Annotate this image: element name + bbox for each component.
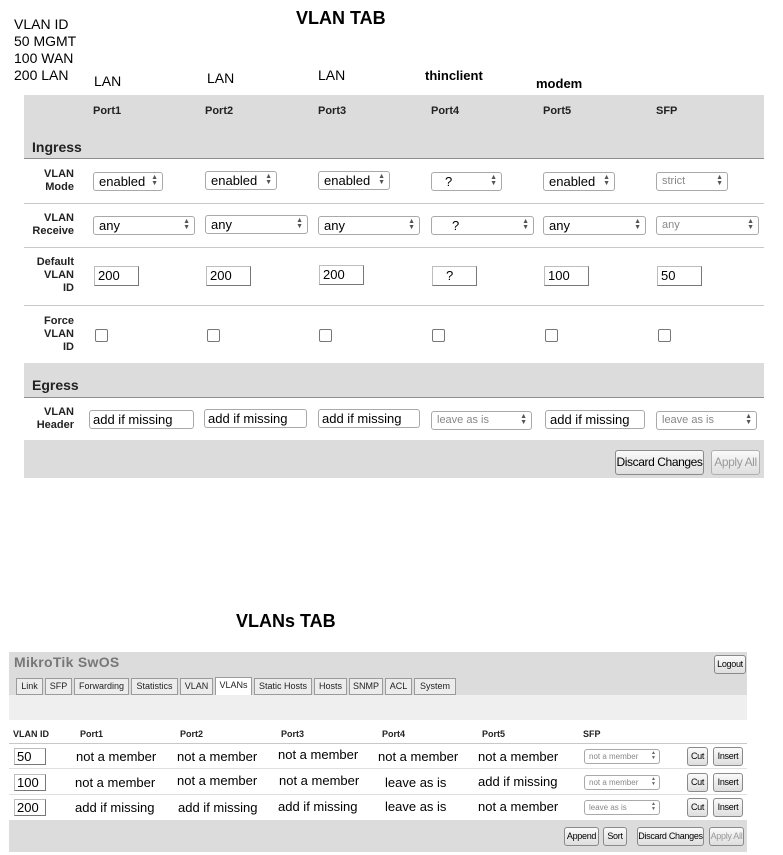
- label-line: ID: [63, 341, 74, 353]
- spinner-arrows-icon: ▲ ▼: [522, 218, 529, 231]
- logout-button[interactable]: Logout: [714, 655, 746, 674]
- select-value: any: [99, 218, 120, 233]
- swos-logo: MikroTik SwOS: [14, 654, 120, 670]
- tab-hosts[interactable]: Hosts: [314, 678, 347, 695]
- label-line: VLAN: [44, 328, 74, 340]
- spinner-arrows-icon: ▲ ▼: [408, 218, 415, 231]
- row-divider: [9, 768, 747, 769]
- sfp-membership-select[interactable]: [584, 775, 660, 790]
- force-vlan-id-checkbox-sfp[interactable]: [658, 329, 671, 342]
- select-value: any: [549, 218, 570, 233]
- port-membership-select[interactable]: add if missing: [478, 774, 558, 789]
- vlan-id-input[interactable]: 200: [14, 799, 46, 816]
- tab-snmp[interactable]: SNMP: [349, 678, 383, 695]
- vlan-mode-select-port3[interactable]: [318, 171, 390, 190]
- label-line: Force: [44, 315, 74, 327]
- tab-sfp[interactable]: SFP: [45, 678, 72, 695]
- vlan-receive-select-sfp[interactable]: [656, 216, 759, 235]
- tab-forwarding[interactable]: Forwarding: [74, 678, 129, 695]
- port-membership-select[interactable]: not a member: [177, 773, 258, 788]
- select-value: any: [211, 217, 232, 232]
- row-divider: [24, 305, 764, 306]
- select-value: leave as is: [589, 803, 627, 812]
- vlan-receive-select-port4[interactable]: [431, 216, 534, 235]
- default-vlan-id-input-port4[interactable]: ?: [432, 266, 477, 286]
- port-membership-select[interactable]: not a member: [76, 749, 157, 764]
- vlan-mode-label: [30, 168, 74, 194]
- spinner-arrows-icon: ▲ ▼: [265, 173, 272, 186]
- select-value: enabled: [324, 173, 371, 188]
- label-line: VLAN: [44, 212, 74, 224]
- apply-all-button[interactable]: Apply All: [709, 827, 744, 846]
- spinner-arrows-icon: ▲ ▼: [490, 174, 497, 187]
- spinner-arrows-icon: ▲ ▼: [747, 218, 754, 231]
- select-value: add if missing: [93, 412, 173, 427]
- tab-system[interactable]: System: [414, 678, 456, 695]
- spinner-arrows-icon: ▲ ▼: [603, 174, 610, 187]
- select-value: enabled: [211, 173, 258, 188]
- select-value: enabled: [99, 174, 146, 189]
- spinner-arrows-icon: ▲ ▼: [745, 413, 752, 426]
- vlans-header-port1: Port1: [80, 729, 104, 739]
- port4-name: thinclient: [425, 68, 483, 83]
- spinner-arrows-icon: ▲ ▼: [151, 174, 158, 187]
- port-membership-select[interactable]: add if missing: [75, 800, 155, 815]
- cut-button[interactable]: Cut: [687, 773, 708, 792]
- vlan-id-input[interactable]: 100: [14, 774, 46, 791]
- select-value: leave as is: [662, 414, 714, 426]
- port3-name: LAN: [318, 67, 346, 83]
- port-membership-select[interactable]: not a member: [478, 749, 559, 764]
- spinner-arrows-icon: ▲ ▼: [183, 218, 190, 231]
- default-vlan-id-input-port5[interactable]: 100: [544, 266, 589, 286]
- legend-line: 100 WAN: [14, 50, 74, 66]
- port-membership-select[interactable]: not a member: [478, 799, 559, 814]
- row-divider: [24, 203, 764, 204]
- port-membership-select[interactable]: not a member: [278, 747, 359, 762]
- select-value: add if missing: [322, 411, 402, 426]
- ingress-section-title: Ingress: [32, 139, 82, 155]
- tab-content-bar: [9, 695, 747, 720]
- sfp-membership-select[interactable]: [584, 749, 660, 764]
- vlan-header-select-port3[interactable]: [318, 409, 420, 428]
- sort-button[interactable]: Sort: [603, 827, 627, 846]
- discard-changes-button[interactable]: Discard Changes: [637, 827, 704, 846]
- header-port1: Port1: [93, 105, 122, 117]
- force-vlan-id-checkbox-port1[interactable]: [95, 329, 108, 342]
- header-port3: Port3: [318, 105, 347, 117]
- select-value: any: [324, 218, 345, 233]
- label-line: Header: [36, 419, 74, 431]
- force-vlan-id-checkbox-port5[interactable]: [545, 329, 558, 342]
- vlan-receive-label: [30, 212, 74, 238]
- spinner-arrows-icon: ▲ ▼: [520, 413, 527, 426]
- port2-name: LAN: [207, 70, 235, 86]
- spinner-arrows-icon: ▲ ▼: [296, 217, 303, 230]
- vlan-mode-select-port5[interactable]: [543, 172, 615, 191]
- spinner-arrows-icon: ▲ ▼: [716, 174, 723, 187]
- insert-button[interactable]: Insert: [713, 798, 743, 817]
- default-vlan-id-input-sfp[interactable]: 50: [657, 266, 702, 286]
- spinner-arrows-icon: ▲ ▼: [651, 801, 656, 812]
- vlan-mode-select-port1[interactable]: [93, 172, 163, 191]
- vlan-mode-select-port4[interactable]: [431, 172, 502, 191]
- tab-static-hosts[interactable]: Static Hosts: [254, 678, 312, 695]
- select-value: add if missing: [208, 411, 288, 426]
- vlan-header-select-port5[interactable]: [545, 410, 645, 429]
- legend-line: 50 MGMT: [14, 33, 77, 49]
- select-value: not a member: [589, 778, 639, 787]
- port-membership-select[interactable]: leave as is: [385, 799, 447, 814]
- vlan-header-label: [30, 406, 74, 432]
- spinner-arrows-icon: ▲ ▼: [634, 218, 641, 231]
- tab-acl[interactable]: ACL: [385, 678, 412, 695]
- force-vlan-id-label: [30, 315, 74, 354]
- cut-button[interactable]: Cut: [687, 798, 708, 817]
- spinner-arrows-icon: ▲ ▼: [651, 750, 656, 761]
- sfp-membership-select[interactable]: [584, 800, 660, 815]
- apply-all-button[interactable]: Apply All: [711, 450, 760, 475]
- vlan-mode-select-sfp[interactable]: [656, 172, 728, 191]
- insert-button[interactable]: Insert: [713, 773, 743, 792]
- header-port5: Port5: [543, 105, 572, 117]
- header-port2: Port2: [205, 105, 234, 117]
- force-vlan-id-checkbox-port4[interactable]: [432, 329, 445, 342]
- cut-button[interactable]: Cut: [687, 747, 708, 766]
- tab-vlan[interactable]: VLAN: [180, 678, 213, 695]
- force-vlan-id-checkbox-port3[interactable]: [319, 329, 332, 342]
- vlan-header-select-port4[interactable]: [431, 411, 532, 430]
- vlan-receive-select-port1[interactable]: [93, 216, 195, 235]
- label-line: Receive: [32, 225, 74, 237]
- default-vlan-id-input-port2[interactable]: 200: [206, 266, 251, 286]
- vlans-header-sfp: SFP: [583, 729, 601, 739]
- port-membership-select[interactable]: add if missing: [278, 799, 358, 814]
- select-value: add if missing: [550, 412, 630, 427]
- port-membership-select[interactable]: not a member: [279, 773, 360, 788]
- legend-line: VLAN ID: [14, 16, 69, 32]
- label-line: ID: [63, 282, 74, 294]
- vlan-id-input[interactable]: 50: [14, 748, 46, 765]
- vlans-tab-title: VLANs TAB: [236, 611, 336, 631]
- select-value: strict: [662, 175, 686, 187]
- vlan-receive-select-port5[interactable]: [543, 216, 646, 235]
- default-vlan-id-input-port1[interactable]: 200: [94, 266, 139, 286]
- spinner-arrows-icon: ▲ ▼: [378, 173, 385, 186]
- egress-section-title: Egress: [32, 377, 79, 393]
- label-line: VLAN: [44, 168, 74, 180]
- vlan-header-select-sfp[interactable]: [656, 411, 757, 430]
- port-membership-select[interactable]: not a member: [177, 749, 258, 764]
- label-line: VLAN: [44, 269, 74, 281]
- vlan-tab-title: VLAN TAB: [296, 8, 386, 28]
- select-value: ?: [452, 218, 460, 233]
- row-divider: [9, 794, 747, 795]
- insert-button[interactable]: Insert: [713, 747, 743, 766]
- vlan-receive-select-port3[interactable]: [318, 216, 420, 235]
- vlans-header-port2: Port2: [180, 729, 204, 739]
- default-vlan-id-input-port3[interactable]: 200: [319, 265, 364, 285]
- vlan-header-select-port1[interactable]: [89, 410, 194, 429]
- tab-vlans[interactable]: VLANs: [215, 677, 252, 696]
- vlans-header-port3: Port3: [281, 729, 305, 739]
- vlans-header-port5: Port5: [482, 729, 506, 739]
- port-membership-select[interactable]: not a member: [378, 749, 459, 764]
- vlan-receive-select-port2[interactable]: [205, 215, 308, 234]
- port-membership-select[interactable]: add if missing: [178, 800, 258, 815]
- default-vlan-id-label: [30, 256, 74, 295]
- append-button[interactable]: Append: [564, 827, 599, 846]
- header-sfp: SFP: [656, 105, 678, 117]
- vlans-header-port4: Port4: [382, 729, 406, 739]
- row-divider: [9, 743, 747, 744]
- select-value: leave as is: [437, 414, 489, 426]
- spinner-arrows-icon: ▲ ▼: [651, 776, 656, 787]
- select-value: not a member: [589, 752, 639, 761]
- discard-changes-button[interactable]: Discard Changes: [615, 450, 704, 475]
- select-value: enabled: [549, 174, 596, 189]
- port5-name: modem: [536, 76, 583, 91]
- label-line: Default: [36, 256, 74, 268]
- port-membership-select[interactable]: leave as is: [385, 775, 447, 790]
- vlan-mode-select-port2[interactable]: [205, 171, 277, 190]
- row-divider: [24, 247, 764, 248]
- port1-name: LAN: [94, 73, 122, 89]
- port-membership-select[interactable]: not a member: [75, 775, 156, 790]
- tab-statistics[interactable]: Statistics: [131, 678, 178, 695]
- legend-line: 200 LAN: [14, 67, 69, 83]
- tab-link[interactable]: Link: [16, 678, 43, 695]
- force-vlan-id-checkbox-port2[interactable]: [207, 329, 220, 342]
- vlan-header-select-port2[interactable]: [204, 409, 307, 428]
- select-value: ?: [445, 174, 453, 189]
- label-line: VLAN: [44, 406, 74, 418]
- select-value: any: [662, 219, 680, 231]
- header-port4: Port4: [431, 105, 460, 117]
- vlan-legend: [14, 16, 76, 84]
- vlans-header-vlan-id: VLAN ID: [13, 729, 49, 739]
- label-line: Mode: [45, 181, 74, 193]
